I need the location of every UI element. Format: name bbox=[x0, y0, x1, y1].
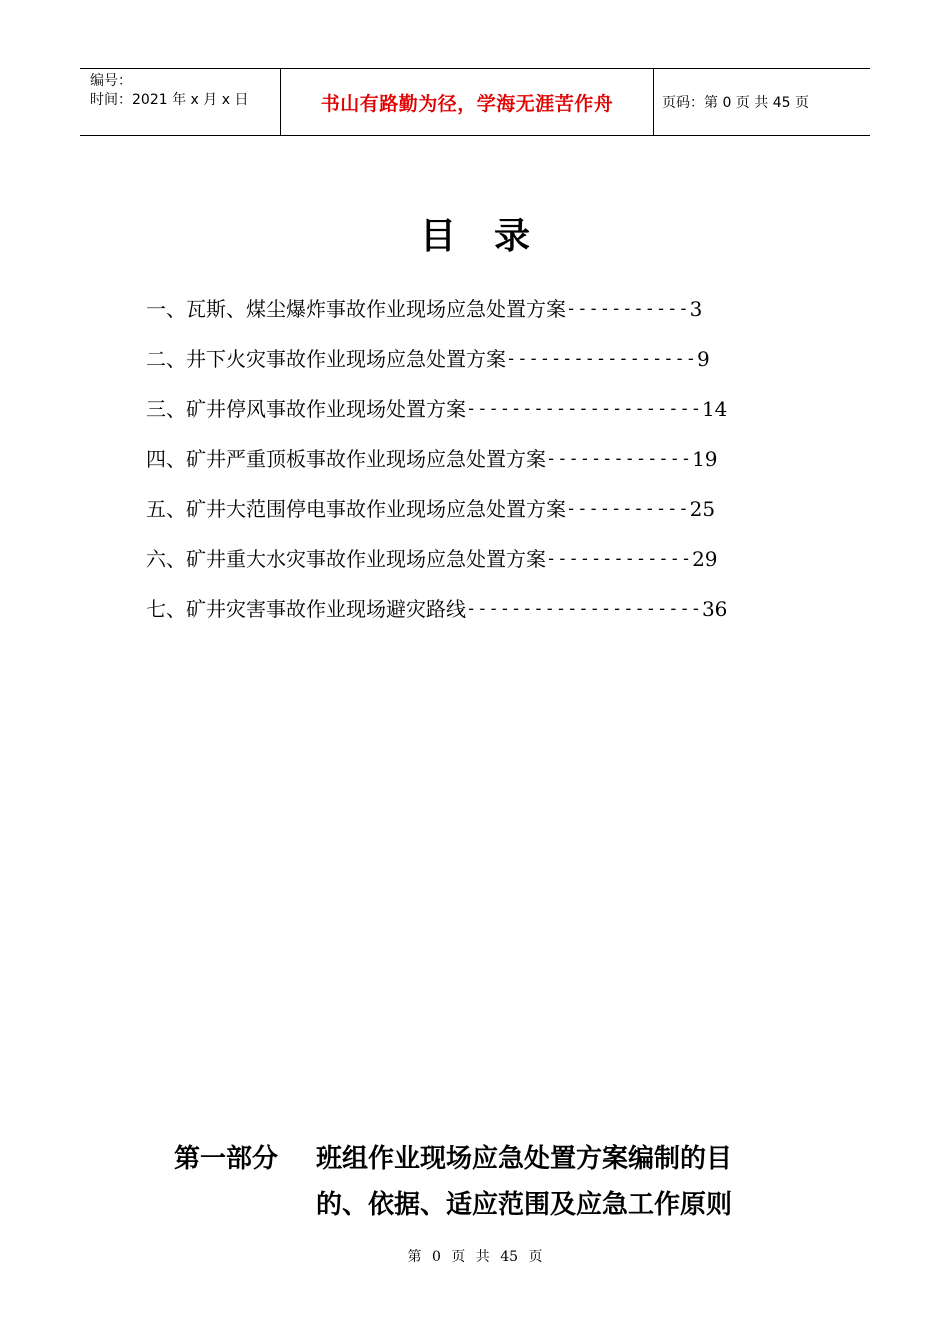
toc-entry-text: 六、矿井重大水灾事故作业现场应急处置方案 bbox=[146, 547, 546, 571]
toc-entry-page: 9 bbox=[697, 347, 710, 371]
toc-entry-leader: ------------- bbox=[546, 549, 693, 569]
toc-entry[interactable] bbox=[146, 342, 836, 392]
toc-entry[interactable] bbox=[146, 392, 836, 442]
toc-entry-leader: ----------- bbox=[566, 499, 690, 519]
header-meta-cell bbox=[80, 69, 281, 135]
toc-entry-leader: ----------------- bbox=[506, 349, 697, 369]
toc-entry-text: 二、井下火灾事故作业现场应急处置方案 bbox=[146, 347, 506, 371]
toc-entry-leader: ----------- bbox=[566, 299, 690, 319]
toc-entry-page: 19 bbox=[692, 447, 718, 471]
document-date: 时间：2021 年 x 月 x 日 bbox=[90, 92, 249, 108]
page-footer: 第 0 页 共 45 页 bbox=[407, 1249, 543, 1265]
toc-list bbox=[146, 292, 836, 642]
section-title-line-1: 班组作业现场应急处置方案编制的目 bbox=[316, 1144, 733, 1174]
header-motto: 书山有路勤为径，学海无涯苦作舟 bbox=[320, 92, 614, 115]
header-motto-cell bbox=[281, 69, 654, 135]
section-heading-line-1 bbox=[174, 1136, 732, 1182]
document-number-label: 编号： bbox=[90, 73, 132, 89]
section-indent bbox=[174, 1182, 316, 1228]
toc-entry-leader: --------------------- bbox=[466, 599, 702, 619]
toc-entry-text: 五、矿井大范围停电事故作业现场应急处置方案 bbox=[146, 497, 566, 521]
toc-entry-leader: ------------- bbox=[546, 449, 693, 469]
toc-entry-text: 四、矿井严重顶板事故作业现场应急处置方案 bbox=[146, 447, 546, 471]
toc-entry-page: 25 bbox=[689, 497, 716, 521]
toc-entry-page: 14 bbox=[701, 397, 728, 421]
section-part-label: 第一部分 bbox=[174, 1144, 279, 1174]
toc-entry-page: 3 bbox=[689, 297, 703, 321]
section-heading-line-2 bbox=[174, 1182, 732, 1228]
toc-entry-text: 一、瓦斯、煤尘爆炸事故作业现场应急处置方案 bbox=[146, 297, 566, 321]
section-title-line-2: 的、依据、适应范围及应急工作原则 bbox=[316, 1190, 733, 1220]
toc-entry-page: 29 bbox=[692, 547, 718, 571]
toc-entry[interactable] bbox=[146, 542, 836, 592]
toc-entry-text: 七、矿井灾害事故作业现场避灾路线 bbox=[146, 597, 466, 621]
toc-entry[interactable] bbox=[146, 592, 836, 642]
toc-entry[interactable] bbox=[146, 492, 836, 542]
toc-entry[interactable] bbox=[146, 442, 836, 492]
toc-entry-page: 36 bbox=[701, 597, 728, 621]
toc-entry[interactable] bbox=[146, 292, 836, 342]
section-heading bbox=[174, 1136, 732, 1228]
toc-entry-leader: --------------------- bbox=[466, 399, 702, 419]
header-page-info: 页码：第 0 页 共 45 页 bbox=[662, 95, 809, 111]
document-header bbox=[80, 68, 870, 136]
toc-entry-text: 三、矿井停风事故作业现场处置方案 bbox=[146, 397, 466, 421]
header-page-cell bbox=[654, 69, 870, 135]
toc-title: 目录 bbox=[419, 216, 568, 257]
